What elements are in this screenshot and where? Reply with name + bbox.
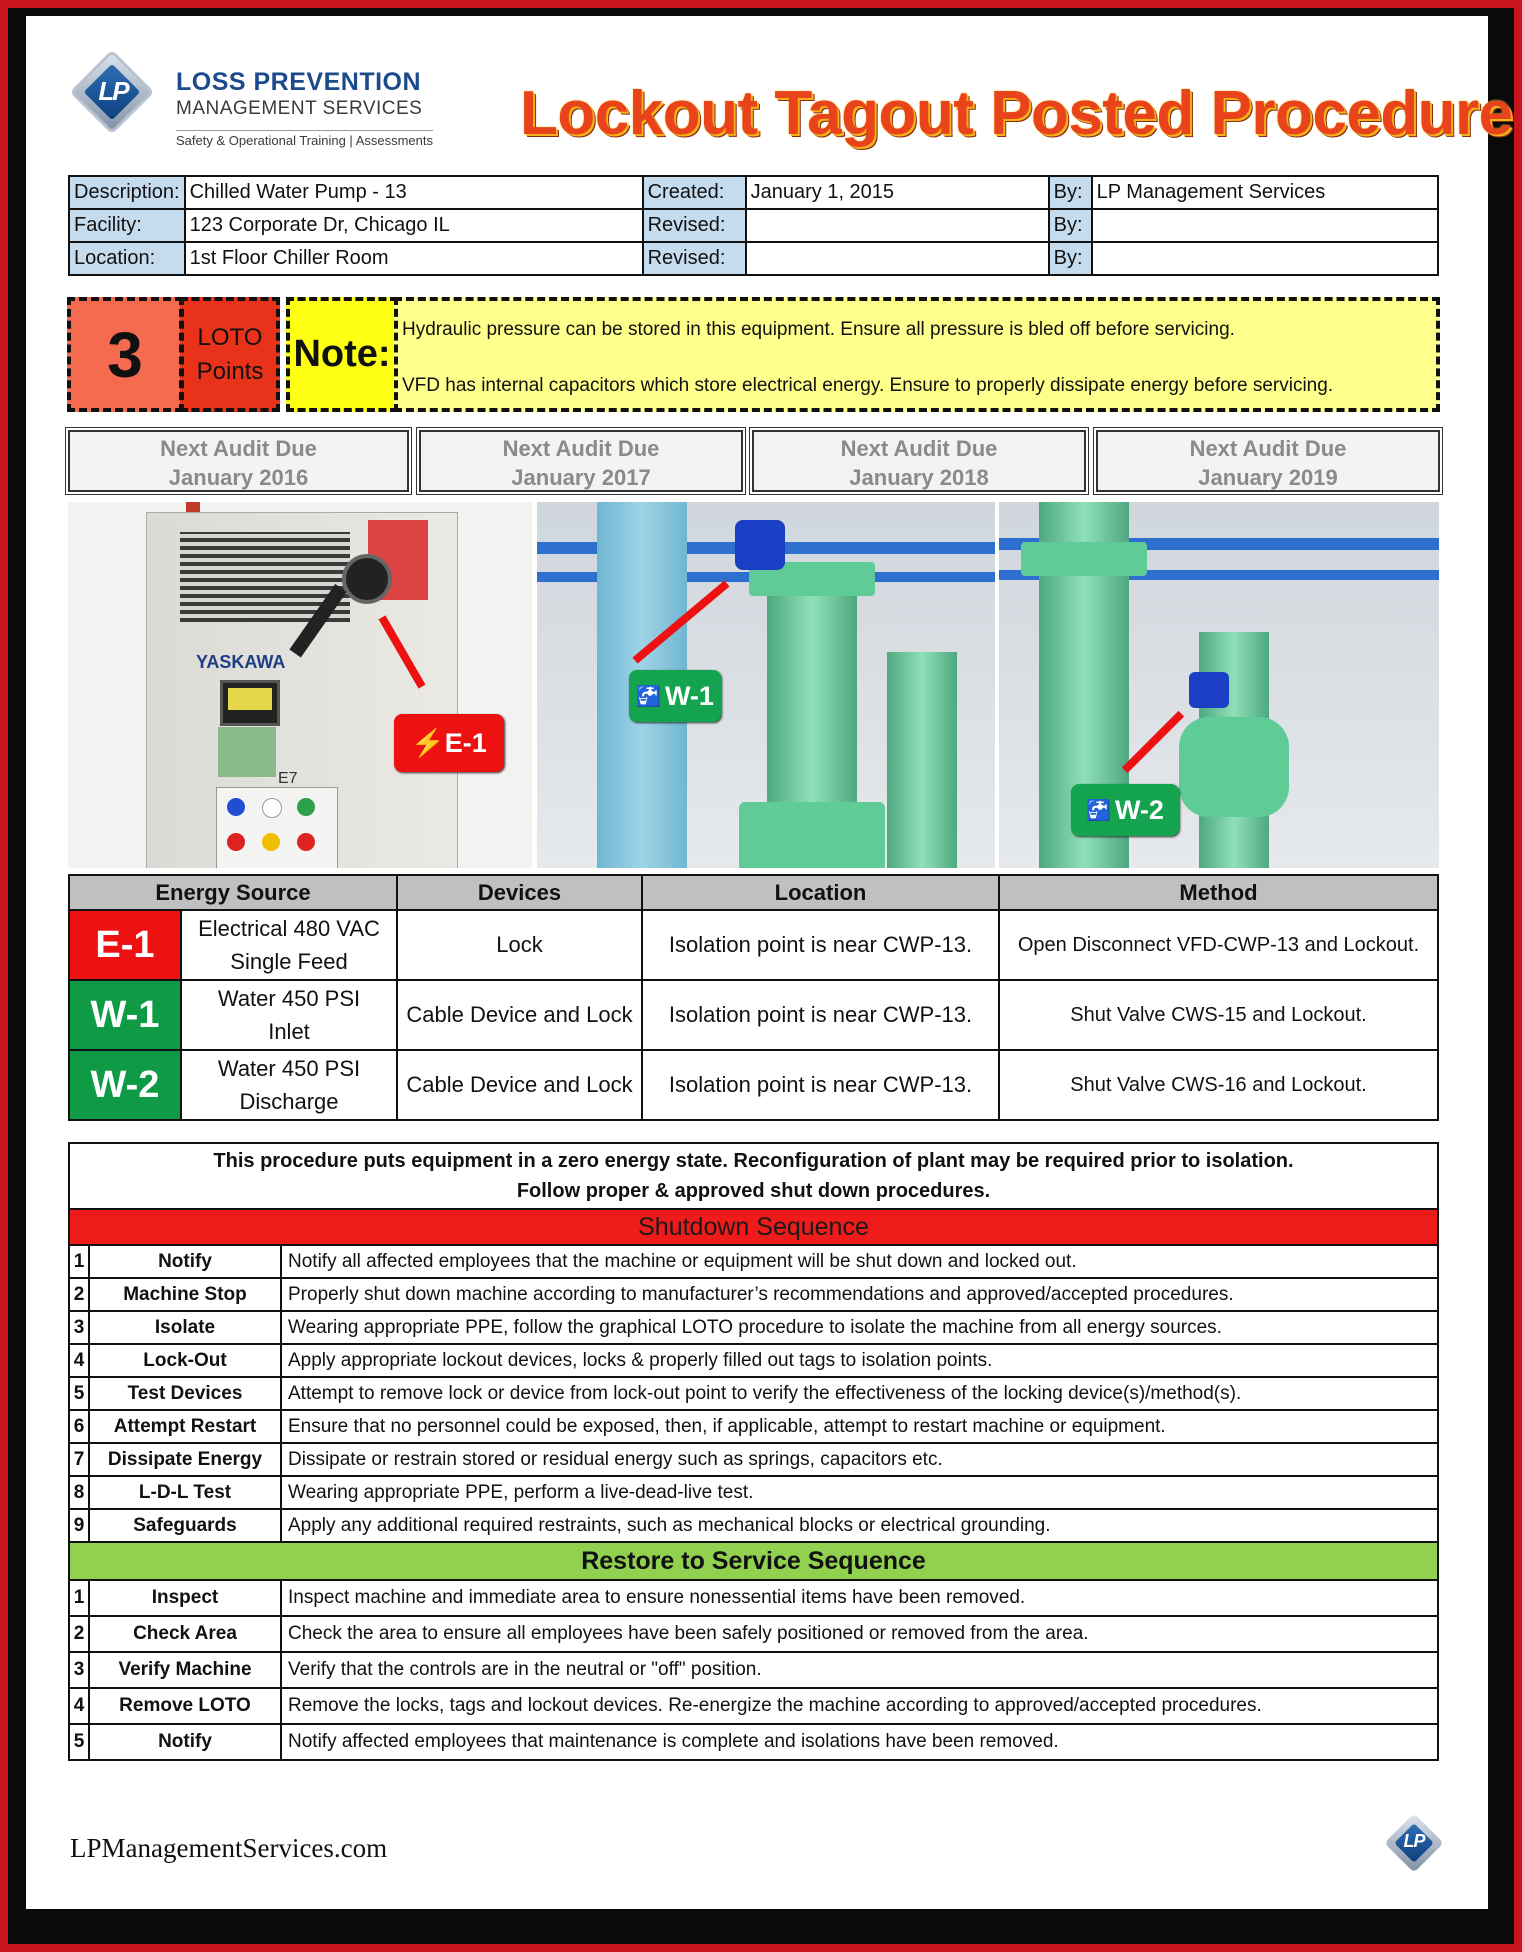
revised-label: Revised: (643, 209, 746, 242)
step-description: Wearing appropriate PPE, perform a live-dead-live test. (281, 1476, 1438, 1509)
step-name: Isolate (89, 1311, 281, 1344)
step-name: L-D-L Test (89, 1476, 281, 1509)
table-row (69, 910, 1438, 980)
step-description: Inspect machine and immediate area to ensure nonessential items have been removed. (281, 1580, 1438, 1616)
company-name-line2: MANAGEMENT SERVICES (176, 98, 423, 119)
loto-points-label: LOTO Points (180, 297, 280, 412)
column-header: Devices (397, 875, 642, 910)
audit-box: Next Audit Due January 2016 (68, 430, 409, 492)
faucet-icon: 🚰 (1086, 799, 1111, 822)
procedure-intro (69, 1143, 1438, 1209)
step-description: Attempt to remove lock or device from lock-out point to verify the effectiveness of the locking device(s)/method(s). (281, 1377, 1438, 1410)
table-row (69, 1509, 1438, 1542)
step-name: Safeguards (89, 1509, 281, 1542)
footer-logo: LP (1383, 1812, 1443, 1872)
note-label: Note: (286, 297, 398, 412)
step-name: Verify Machine (89, 1652, 281, 1688)
page-title: Lockout Tagout Posted Procedure (520, 79, 1513, 148)
energy-header-row (69, 875, 1438, 910)
step-number: 9 (69, 1509, 89, 1542)
location-value: 1st Floor Chiller Room (185, 242, 643, 275)
step-name: Test Devices (89, 1377, 281, 1410)
restore-title: Restore to Service Sequence (69, 1542, 1438, 1580)
valve-actuator (1189, 672, 1229, 708)
note-line: VFD has internal capacitors which store electrical energy. Ensure to properly dissipate energy before servicing. (402, 375, 1334, 396)
table-row (69, 1580, 1438, 1616)
audit-box: Next Audit Due January 2018 (752, 430, 1086, 492)
step-number: 3 (69, 1311, 89, 1344)
column-header: Method (999, 875, 1438, 910)
tag-w1: 🚰 W-1 (629, 670, 721, 722)
table-row (69, 1311, 1438, 1344)
by-value (1092, 242, 1438, 275)
table-row (69, 1724, 1438, 1760)
energy-method: Open Disconnect VFD-CWP-13 and Lockout. (999, 910, 1438, 980)
revised-label: Revised: (643, 242, 746, 275)
step-number: 8 (69, 1476, 89, 1509)
info-row (69, 209, 1438, 242)
table-row (69, 1278, 1438, 1311)
pointer-arrow (1122, 711, 1184, 773)
table-row (69, 1377, 1438, 1410)
step-number: 2 (69, 1616, 89, 1652)
shutdown-title: Shutdown Sequence (69, 1209, 1438, 1245)
energy-code: W-2 (69, 1050, 181, 1120)
table-row (69, 1245, 1438, 1278)
table-row (69, 1410, 1438, 1443)
valve-actuator (735, 520, 785, 570)
section-header (69, 1542, 1438, 1580)
description-value: Chilled Water Pump - 13 (185, 176, 643, 209)
step-description: Check the area to ensure all employees have been safely positioned or removed from the area. (281, 1616, 1438, 1652)
revised-value (746, 242, 1049, 275)
step-name: Check Area (89, 1616, 281, 1652)
energy-source: Electrical 480 VAC Single Feed (181, 910, 397, 980)
description-label: Description: (69, 176, 185, 209)
energy-location: Isolation point is near CWP-13. (642, 910, 999, 980)
table-row (69, 1616, 1438, 1652)
photo-vfd-panel (68, 502, 532, 868)
audit-box: Next Audit Due January 2017 (419, 430, 743, 492)
table-row (69, 1344, 1438, 1377)
logo-letters: LP (98, 76, 128, 106)
table-row (69, 980, 1438, 1050)
energy-code: W-1 (69, 980, 181, 1050)
energy-device: Cable Device and Lock (397, 980, 642, 1050)
table-row (69, 1476, 1438, 1509)
energy-code: E-1 (69, 910, 181, 980)
lightning-icon: ⚡ (411, 728, 445, 758)
tag-w2: 🚰 W-2 (1071, 784, 1179, 836)
disconnect-handle (342, 554, 392, 604)
by-label: By: (1049, 242, 1092, 275)
photo-inlet-valve (537, 502, 995, 868)
by-label: By: (1049, 209, 1092, 242)
step-number: 3 (69, 1652, 89, 1688)
energy-source-table (68, 874, 1439, 1121)
step-number: 4 (69, 1688, 89, 1724)
step-number: 4 (69, 1344, 89, 1377)
step-description: Apply appropriate lockout devices, locks & properly filled out tags to isolation points. (281, 1344, 1438, 1377)
tag-e1: ⚡ E-1 (394, 714, 504, 772)
energy-location: Isolation point is near CWP-13. (642, 980, 999, 1050)
step-description: Wearing appropriate PPE, follow the graphical LOTO procedure to isolate the machine from all energy sources. (281, 1311, 1438, 1344)
step-number: 7 (69, 1443, 89, 1476)
step-description: Remove the locks, tags and lockout devices. Re-energize the machine according to approved/accepted procedures. (281, 1688, 1438, 1724)
step-number: 2 (69, 1278, 89, 1311)
step-description (69, 1143, 1438, 1209)
company-logo (58, 46, 458, 158)
table-row (69, 1443, 1438, 1476)
step-description: Notify affected employees that maintenance is complete and isolations have been removed. (281, 1724, 1438, 1760)
energy-location: Isolation point is near CWP-13. (642, 1050, 999, 1120)
info-row (69, 242, 1438, 275)
step-name: Machine Stop (89, 1278, 281, 1311)
step-number: 5 (69, 1377, 89, 1410)
note-text (394, 297, 1440, 412)
note-line: Hydraulic pressure can be stored in this equipment. Ensure all pressure is bled off before servicing. (402, 319, 1235, 340)
panel-brand: YASKAWA (196, 652, 286, 672)
energy-source: Water 450 PSI Inlet (181, 980, 397, 1050)
step-number: 5 (69, 1724, 89, 1760)
energy-device: Cable Device and Lock (397, 1050, 642, 1120)
step-name: Notify (89, 1245, 281, 1278)
company-tagline: Safety & Operational Training | Assessments (176, 130, 433, 148)
loto-point-count: 3 (67, 297, 183, 412)
step-name: Remove LOTO (89, 1688, 281, 1724)
column-header: Energy Source (69, 875, 397, 910)
table-row (69, 1050, 1438, 1120)
audit-box: Next Audit Due January 2019 (1096, 430, 1440, 492)
facility-label: Facility: (69, 209, 185, 242)
by-value: LP Management Services (1092, 176, 1438, 209)
panel-model: E7 (278, 770, 298, 787)
equipment-info-table (68, 175, 1439, 276)
table-row (69, 1688, 1438, 1724)
step-number: 1 (69, 1245, 89, 1278)
step-description: Properly shut down machine according to manufacturer’s recommendations and approved/accepted procedures. (281, 1278, 1438, 1311)
info-row (69, 176, 1438, 209)
step-number: 6 (69, 1410, 89, 1443)
step-description: Notify all affected employees that the machine or equipment will be shut down and locked out. (281, 1245, 1438, 1278)
location-label: Location: (69, 242, 185, 275)
section-header (69, 1209, 1438, 1245)
footer-url[interactable]: LPManagementServices.com (70, 1833, 388, 1863)
step-name: Notify (89, 1724, 281, 1760)
faucet-icon: 🚰 (636, 685, 661, 708)
step-name: Dissipate Energy (89, 1443, 281, 1476)
energy-method: Shut Valve CWS-16 and Lockout. (999, 1050, 1438, 1120)
procedure-table (68, 1142, 1439, 1761)
step-name: Lock-Out (89, 1344, 281, 1377)
facility-value: 123 Corporate Dr, Chicago IL (185, 209, 643, 242)
step-description: Ensure that no personnel could be exposed, then, if applicable, attempt to restart machine or equipment. (281, 1410, 1438, 1443)
step-name: Attempt Restart (89, 1410, 281, 1443)
created-label: Created: (643, 176, 746, 209)
step-number: 1 (69, 1580, 89, 1616)
column-header: Location (642, 875, 999, 910)
step-description: Verify that the controls are in the neutral or "off" position. (281, 1652, 1438, 1688)
step-description: Dissipate or restrain stored or residual energy such as springs, capacitors etc. (281, 1443, 1438, 1476)
photo-discharge-valve (999, 502, 1439, 868)
step-description: Apply any additional required restraints, such as mechanical blocks or electrical grounding. (281, 1509, 1438, 1542)
table-row (69, 1652, 1438, 1688)
intro-line: Follow proper & approved shut down procedures. (516, 1180, 991, 1202)
intro-line: This procedure puts equipment in a zero energy state. Reconfiguration of plant may be required prior to isolation. (213, 1150, 1294, 1172)
step-name: Inspect (89, 1580, 281, 1616)
energy-device: Lock (397, 910, 642, 980)
revised-value (746, 209, 1049, 242)
by-value (1092, 209, 1438, 242)
created-value: January 1, 2015 (746, 176, 1049, 209)
by-label: By: (1049, 176, 1092, 209)
energy-method: Shut Valve CWS-15 and Lockout. (999, 980, 1438, 1050)
energy-source: Water 450 PSI Discharge (181, 1050, 397, 1120)
company-name-line1: LOSS PREVENTION (176, 68, 422, 96)
